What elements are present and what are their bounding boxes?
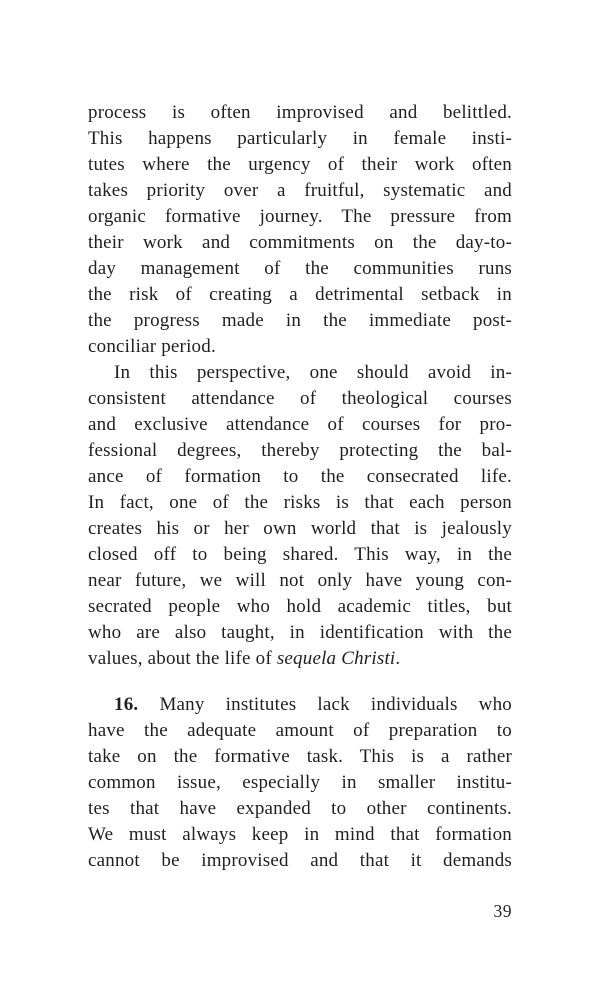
page-body xyxy=(88,100,512,874)
text-line: the progress made in the immediate post- xyxy=(88,310,512,331)
text-line: cannot be improvised and that it demands xyxy=(88,850,512,871)
text-line: process is often improvised and belittled. xyxy=(88,102,512,123)
text-line: fessional degrees, thereby protecting the bal- xyxy=(88,440,512,461)
text-line: tes that have expanded to other continents. xyxy=(88,798,512,819)
text-segment: values, about the life of xyxy=(88,648,277,669)
text-line: near future, we will not only have young con- xyxy=(88,570,512,591)
text-line: We must always keep in mind that formation xyxy=(88,824,512,845)
text-line: closed off to being shared. This way, in the xyxy=(88,544,512,565)
text-line: conciliar period. xyxy=(88,336,216,357)
text-line: take on the formative task. This is a rather xyxy=(88,746,512,767)
text-line: day management of the communities runs xyxy=(88,258,512,279)
paragraph-3 xyxy=(88,692,512,874)
text-line: In this perspective, one should avoid in- xyxy=(114,362,512,383)
text-line: secrated people who hold academic titles, but xyxy=(88,596,512,617)
text-line: have the adequate amount of preparation to xyxy=(88,720,512,741)
text-line: organic formative journey. The pressure from xyxy=(88,206,512,227)
page-number: 39 xyxy=(493,901,512,921)
text-line xyxy=(88,646,512,672)
text-line xyxy=(88,692,512,718)
text-line: the risk of creating a detrimental setback in xyxy=(88,284,512,305)
paragraph-2 xyxy=(88,360,512,672)
section-number: 16. xyxy=(114,694,139,715)
text-line: takes priority over a fruitful, systematic and xyxy=(88,180,512,201)
text-line: common issue, especially in smaller institu- xyxy=(88,772,512,793)
text-line: creates his or her own world that is jealously xyxy=(88,518,512,539)
text-line: ance of formation to the consecrated life. xyxy=(88,466,512,487)
text-segment: Many institutes lack individuals who xyxy=(138,694,512,715)
latin-phrase: sequela Christi xyxy=(276,648,396,669)
text-line: tutes where the urgency of their work often xyxy=(88,154,512,175)
text-line: consistent attendance of theological courses xyxy=(88,388,512,409)
text-line: In fact, one of the risks is that each person xyxy=(88,492,512,513)
text-line: and exclusive attendance of courses for pro- xyxy=(88,414,512,435)
text-line: who are also taught, in identification with the xyxy=(88,622,512,643)
text-line: their work and commitments on the day-to- xyxy=(88,232,512,253)
text-line: This happens particularly in female insti- xyxy=(88,128,512,149)
paragraph-1 xyxy=(88,100,512,360)
text-segment: . xyxy=(395,648,401,669)
